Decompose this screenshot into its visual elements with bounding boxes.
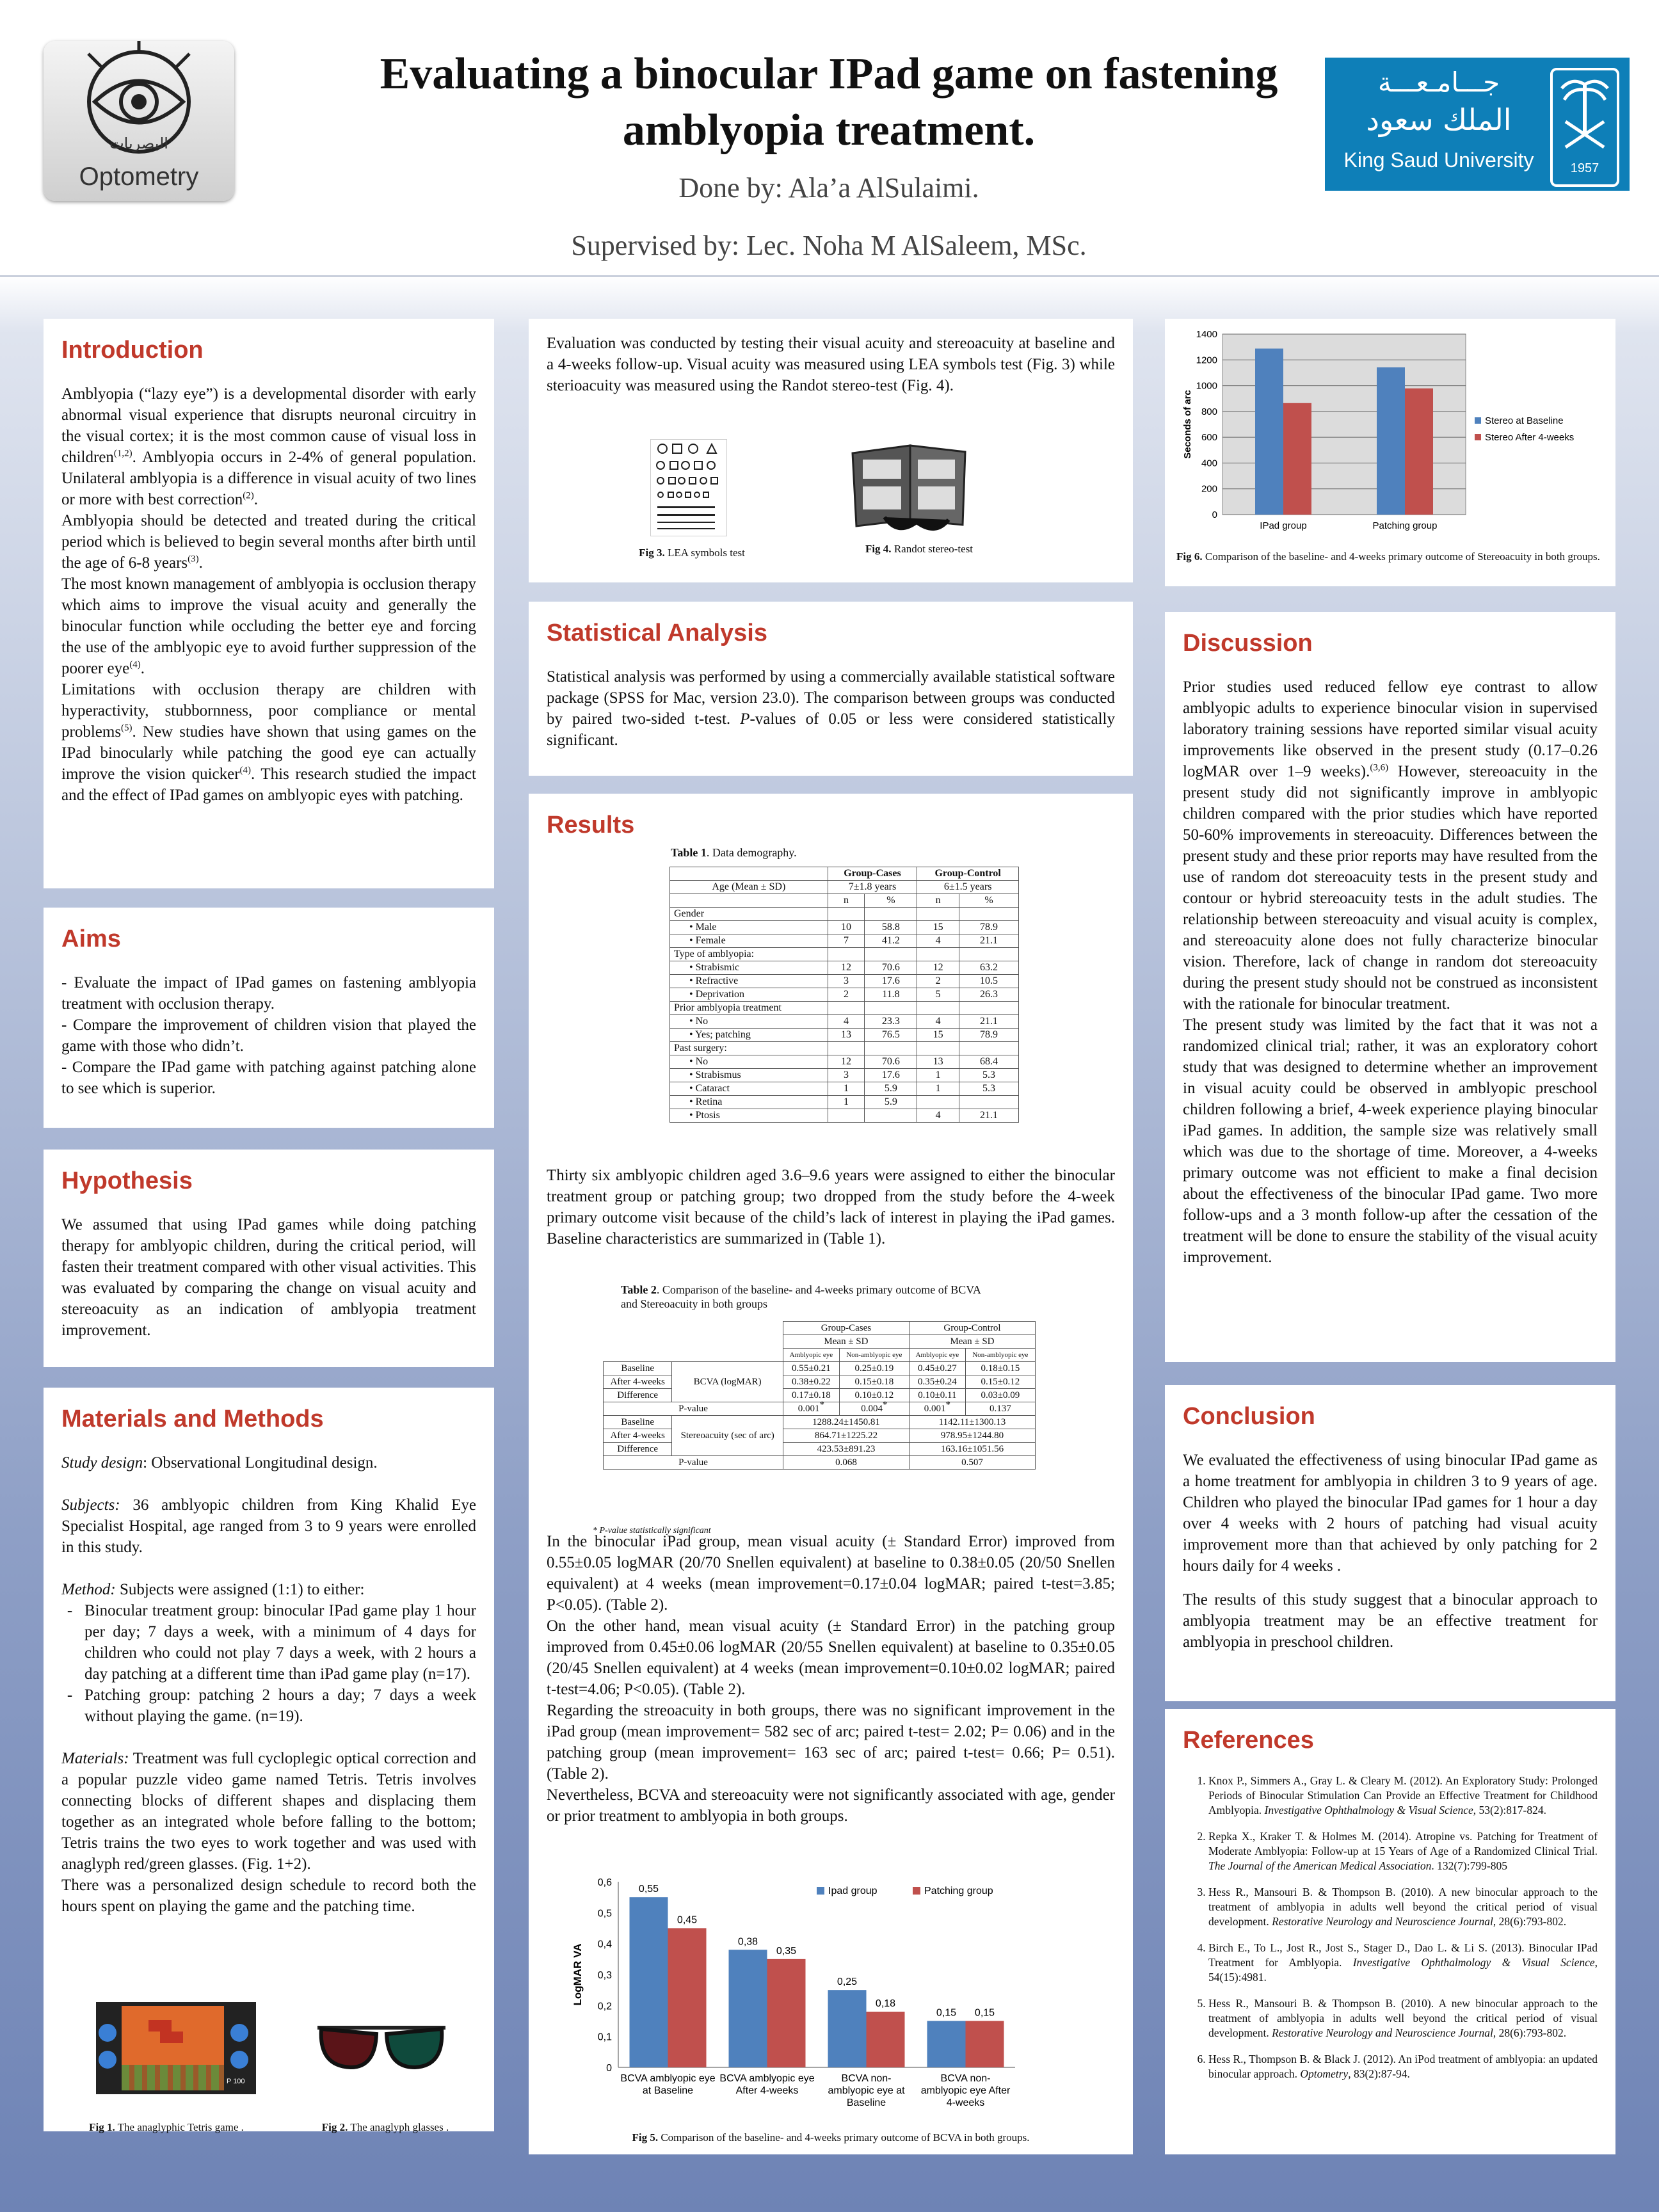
optometry-logo xyxy=(44,41,234,201)
table2-caption: Table 2. Comparison of the baseline- and 4-weeks primary outcome of BCVA and Stereoacuity in both groups xyxy=(621,1283,981,1310)
y-tick-label: 1400 xyxy=(1196,329,1217,340)
aim-item: - Compare the improvement of children vision that played the game with those who didn’t. xyxy=(61,1016,476,1055)
table-row: • Strabismus 3 17.6 1 5.3 xyxy=(670,1069,1019,1082)
bar xyxy=(828,1990,867,2067)
table-row: • Male 10 58.8 15 78.9 xyxy=(670,921,1019,934)
legend-swatch xyxy=(1475,434,1481,440)
results-p1: Thirty six amblyopic children aged 3.6–9.6 years were assigned to either the binocular treatment group or patching group; two dropped from the study before the 4-week primary outcome visit because of the child’s lack of interest in playing the iPad games. Baseline characteristics are summarized in (Table 1). xyxy=(547,1167,1115,1247)
table1-caption: Table 1. Data demography. xyxy=(671,846,797,859)
aims-list xyxy=(61,972,476,1099)
references-title: References xyxy=(1183,1727,1314,1754)
legend-entry: Patching group xyxy=(924,1886,993,1896)
results-body: In the binocular iPad group, mean visual acuity (± Standard Error) improved from 0.55±0.05 logMAR (20/70 Snellen equivalent) at baseline to 0.38±0.05 (20/50 Snellen equivalent) at 4 weeks (mean improvement=0.17±0.04 logMAR; paired t-test=3.85; P<0.05). (Table 2). On the other hand, mean visual acuity (± Standard Error) in the patching group improved from 0.45±0.06 logMAR (20/55 Snellen equivalent) at baseline to 0.35±0.05 (20/45 Snellen equivalent) at 4 weeks (mean improvement=0.10±0.02 logMAR; paired t-test=4.06; P<0.05). (Table 2). Regarding the streoacuity in both groups, there was no significant improvement in the iPad group (mean improvement= 582 sec of arc; paired t-test= 2.02; P= 0.06) and in the patching group (mean improvement= 163 sec of arc; paired t-test= 0.66; P= 0.51). (Table 2). Nevertheless, BCVA and stereoacuity were not significantly associated with age, gender or prior treatment to amblyopia in both groups. xyxy=(547,1533,1115,1825)
fig3-caption: Fig 3. LEA symbols test xyxy=(639,547,745,559)
y-axis-label: LogMAR VA xyxy=(572,1943,584,2006)
reference-item: 2. Repka X., Kraker T. & Holmes M. (2014). Atropine vs. Patching for Treatment of Moderate Amblyopia: Follow-up at 15 Years of Age of a Randomized Clinical Trial. The Journal of the American Medical Association. 132(7):799-805 xyxy=(1208,1829,1598,1873)
fig5-caption: Fig 5. Comparison of the baseline- and 4-weeks primary outcome of BCVA in both groups. xyxy=(632,2131,1030,2144)
bar xyxy=(767,1959,806,2067)
introduction-title: Introduction xyxy=(61,337,204,364)
y-tick-label: 0 xyxy=(606,2063,612,2074)
palm-swords-icon xyxy=(1553,70,1617,160)
anaglyph-glasses-image xyxy=(312,2008,451,2085)
author-line: Done by: Ala’a AlSulaimi. xyxy=(678,172,979,204)
table-row: • Retina 1 5.9 xyxy=(670,1096,1019,1109)
x-tick-label: amblyopic eye at xyxy=(828,2085,905,2096)
title-line-2: amblyopia treatment. xyxy=(622,106,1036,155)
table-row: • Refractive 3 17.6 2 10.5 xyxy=(670,975,1019,988)
x-tick-label: After 4-weeks xyxy=(735,2085,799,2096)
data-label: 0,18 xyxy=(875,1998,896,2009)
hypothesis-text: We assumed that using IPad games while doing patching therapy for amblyopic children, during the critical period, will fasten their treatment compared with other visual activities. This was evaluated by comparing the change on visual acuity and stereoacuity as an indication of amblyopia treatment improvement. xyxy=(61,1216,476,1339)
reference-item: 4. Birch E., To L., Jost R., Jost S., Stager D., Dao L. & Li S. (2013). Binocular IPad Treatment for Amblyopia. Investigative Ophthalmology & Visual Science, 54(15):4981. xyxy=(1208,1941,1598,1985)
y-tick-label: 1000 xyxy=(1196,380,1217,392)
introduction-panel xyxy=(44,319,494,888)
x-tick-label: amblyopic eye After xyxy=(920,2085,1011,2096)
y-tick-label: 0,5 xyxy=(597,1908,612,1919)
randot-stereo-test-image xyxy=(846,440,974,536)
fig4-caption: Fig 4. Randot stereo-test xyxy=(865,543,974,555)
hypothesis-title: Hypothesis xyxy=(61,1167,193,1194)
methods-text: Study design: Observational Longitudinal design. Subjects: 36 amblyopic children from King Khalid Eye Specialist Hospital, age ranged from 3 to 9 years were enrolled in this study. Method: Subjects were assigned (1:1) to either: xyxy=(61,1454,476,1598)
bar xyxy=(1283,403,1311,515)
results-title: Results xyxy=(547,812,635,838)
legend-entry: Stereo at Baseline xyxy=(1485,415,1564,426)
bcva-bar-chart xyxy=(567,1869,1092,2112)
bar xyxy=(1377,367,1405,515)
tetris-board xyxy=(122,2006,224,2090)
table-row: • Deprivation 2 11.8 5 26.3 xyxy=(670,988,1019,1002)
y-tick-label: 0,3 xyxy=(597,1970,612,1981)
y-tick-label: 0 xyxy=(1212,509,1217,520)
rotate-arrow-icon xyxy=(230,2024,248,2042)
demography-table: Group-Cases Group-Control Age (Mean ± SD) 7±1.8 years 6±1.5 years n % n % Gender • Male 10 58.8 15 78.9 • Female 7 41.2 4 21.1 Type of amblyopia: • Strabismic 12 70.6 12 63.2 • Refractive 3 17.6 2 10.5 • Deprivation 2 11.8 5 26.3 Prior amblyopia treatment • No 4 23.3 4 21.1 • Yes; patching 13 76.5 15 78.9 Past surgery: • No 12 70.6 13 68.4 • Strabismus 3 17.6 1 5.3 • Cataract 1 5.9 1 5.3 • Retina 1 5.9 • Ptosis 4 21.1 xyxy=(669,867,1019,1123)
aims-panel xyxy=(44,908,494,1128)
x-tick-label: IPad group xyxy=(1260,520,1307,531)
statistical-analysis-title: Statistical Analysis xyxy=(547,620,767,646)
x-tick-label: BCVA non- xyxy=(841,2073,892,2084)
evaluation-panel xyxy=(529,319,1133,582)
right-arrow-icon xyxy=(230,2051,248,2069)
x-tick-label: BCVA amblyopic eye xyxy=(719,2073,815,2084)
aim-item: - Compare the IPad game with patching against patching alone to see which is superior. xyxy=(61,1059,476,1097)
aim-item: - Evaluate the impact of IPad games on fastening amblyopia treatment with occlusion therapy. xyxy=(61,974,476,1013)
y-tick-label: 600 xyxy=(1201,432,1217,444)
table-row: • Strabismic 12 70.6 12 63.2 xyxy=(670,961,1019,975)
evaluation-text: Evaluation was conducted by testing their visual acuity and stereoacuity at baseline and a 4-weeks follow-up. Visual acuity was measured using LEA symbols test (Fig. 3) while sterioacuity was measured using the Randot stereo-test (Fig. 4). xyxy=(547,335,1115,394)
reference-item: 6. Hess R., Thompson B. & Black J. (2012). An iPod treatment of amblyopia: an updated binocular approach. Optometry, 83(2):87-94. xyxy=(1208,2052,1598,2081)
conclusion-panel xyxy=(1165,1385,1615,1701)
data-label: 0,38 xyxy=(737,1936,758,1948)
ksu-logo-arabic-2: الملك سعود xyxy=(1366,102,1512,137)
discussion-title: Discussion xyxy=(1183,630,1313,657)
hypothesis-panel xyxy=(44,1150,494,1367)
down-arrow-icon xyxy=(99,2051,116,2069)
fig2-caption: Fig 2. The anaglyph glasses . xyxy=(321,2121,449,2133)
title-line-1: Evaluating a binocular IPad game on fastening xyxy=(380,49,1278,99)
stereoacuity-bar-chart xyxy=(1178,325,1607,540)
x-tick-label: BCVA non- xyxy=(940,2073,991,2084)
bar xyxy=(668,1928,707,2068)
introduction-text: Amblyopia (“lazy eye”) is a developmental disorder with early abnormal visual experience that disrupts neuronal circuitry in the visual cortex; it is the most common cause of visual loss in children$^{(1,2)}$. Amblyopia occurs in 2-4% of general population. Unilateral amblyopia is a difference in visual acuity of two lines or more with best correction$^{(2)}$. Amblyopia should be detected and treated during the critical period which is believed to begin several months after birth until the age of 6-8 years$^{(3)}$. The most known management of amblyopia is occlusion therapy which aims to improve the visual acuity and generally the binocular function while occluding the better eye and forcing the use of the amblyopic eye to avoid further suppression of the poorer eye$^{(4)}$. Limitations with occlusion therapy are children with hyperactivity, stubbornness, poor compliance or mental problems$^{(5)}$. New studies have shown that using games on the IPad binocularly while patching the good eye can actually improve the vision quicker$^{(4)}$. This research studied the impact and the effect of IPad games on amblyopic eyes with patching. xyxy=(61,385,476,804)
legend-entry: Ipad group xyxy=(828,1886,878,1896)
reference-item: 5. Hess R., Mansouri B. & Thompson B. (2010). A new binocular approach to the treatment of amblyopia in adults well beyond the critical period of visual development. Restorative Neurology and Neuroscience Journal, 28(6):793-802. xyxy=(1208,1996,1598,2040)
supervisor-line: Supervised by: Lec. Noha M AlSaleem, MSc. xyxy=(571,230,1087,261)
ksu-emblem xyxy=(1550,68,1619,187)
conclusion-p1: We evaluated the effectiveness of using binocular IPad game as a home treatment for amblyopia in children 3 to 9 years of age. Children who played the binocular IPad games for 1 hour a day over 4 weeks with 2 hours of patching had visual acuity improvement more than that achieved by only patching for 2 hours daily for 4 weeks . xyxy=(1183,1452,1598,1575)
ksu-logo-english: King Saud University xyxy=(1343,148,1534,172)
table-row: Past surgery: xyxy=(670,1042,1019,1055)
table-row: • No 4 23.3 4 21.1 xyxy=(670,1015,1019,1029)
results-panel xyxy=(529,794,1133,2154)
x-tick-label: at Baseline xyxy=(642,2085,694,2096)
ksu-logo xyxy=(1311,45,1644,207)
bar xyxy=(927,2021,966,2068)
y-tick-label: 0,2 xyxy=(597,2001,612,2012)
data-label: 0,15 xyxy=(936,2007,957,2019)
y-tick-label: 0,6 xyxy=(597,1877,612,1888)
bcva-stereo-table: Group-Cases Group-Control Mean ± SD Mean ± SD Amblyopic eye Non-amblyopic eye Amblyopic eye Non-amblyopic eye Baseline BCVA (logMAR) 0.55±0.21 0.25±0.19 0.45±0.27 0.18±0.15 After 4-weeks 0.38±0.22 0.15±0.18 0.35±0.24 0.15±0.12 Difference 0.17±0.18 0.10±0.12 0.10±0.11 0.03±0.09 P-value 0.001* 0.004* 0.001* 0.137 Baseline Stereoacuity (sec of arc) 1288.24±1450.81 1142.11±1300.13 After 4-weeks 864.71±1225.22 978.95±1244.80 Difference 423.53±891.23 163.16±1051.56 P-value 0.068 0.507 xyxy=(603,1321,1036,1470)
optometry-logo-text: Optometry xyxy=(79,163,199,191)
data-label: 0,15 xyxy=(974,2007,995,2019)
data-label: 0,25 xyxy=(837,1976,858,1988)
table-row: • Female 7 41.2 4 21.1 xyxy=(670,934,1019,948)
fig6-caption: Fig 6. Comparison of the baseline- and 4-weeks primary outcome of Stereoacuity in both groups. xyxy=(1176,550,1600,563)
methods-title: Materials and Methods xyxy=(61,1406,324,1432)
left-arrow-icon xyxy=(99,2024,116,2042)
bar xyxy=(630,1897,668,2067)
x-tick-label: Patching group xyxy=(1372,520,1438,531)
ksu-logo-arabic-1: جـــامـعـــة xyxy=(1377,67,1500,98)
bar xyxy=(729,1950,767,2067)
data-label: 0,45 xyxy=(677,1914,698,1926)
reference-item: 3. Hess R., Mansouri B. & Thompson B. (2010). A new binocular approach to the treatment of amblyopia in adults well beyond the critical period of visual development. Restorative Neurology and Neuroscience Journal, 28(6):793-802. xyxy=(1208,1885,1598,1929)
optometry-logo-arabic: البصريات xyxy=(109,134,168,152)
poster-title xyxy=(256,46,1402,159)
fig1-caption: Fig 1. The anaglyphic Tetris game . xyxy=(89,2121,244,2133)
lea-symbols-chart-image xyxy=(650,439,727,536)
x-tick-label: 4-weeks xyxy=(946,2097,985,2108)
group-item: - Binocular treatment group: binocular IPad game play 1 hour per day; 7 days a week, with a minimum of 4 days for children who could not play 7 days a week, with 2 hours a day patching at a different time than iPad game play (n=17). xyxy=(84,1600,476,1685)
legend-entry: Stereo After 4-weeks xyxy=(1485,432,1575,443)
fig6-panel xyxy=(1165,319,1615,586)
conclusion-title: Conclusion xyxy=(1183,1403,1315,1430)
table-row: • Ptosis 4 21.1 xyxy=(670,1109,1019,1123)
bar xyxy=(966,2021,1004,2068)
reference-item: 1. Knox P., Simmers A., Gray L. & Cleary M. (2012). An Exploratory Study: Prolonged Periods of Binocular Stimulation Can Provide an Effective Treatment for Childhood Amblyopia. Investigative Ophthalmology & Visual Science, 53(2):817-824. xyxy=(1208,1774,1598,1818)
y-tick-label: 0,1 xyxy=(597,2032,612,2043)
bar xyxy=(867,2012,905,2067)
table-row: • Cataract 1 5.9 1 5.3 xyxy=(670,1082,1019,1096)
y-tick-label: 200 xyxy=(1201,483,1217,495)
y-axis-label: Seconds of arc xyxy=(1182,390,1193,459)
table2-footnote: * P-value statistically significant xyxy=(593,1526,711,1535)
statistical-analysis-panel xyxy=(529,602,1133,776)
data-label: 0,55 xyxy=(638,1884,659,1895)
legend-swatch xyxy=(817,1887,824,1895)
table-row: Prior amblyopia treatment xyxy=(670,1002,1019,1015)
ksu-logo-box xyxy=(1325,58,1630,191)
aims-title: Aims xyxy=(61,926,121,952)
tetris-score: P 100 xyxy=(227,2078,245,2085)
table-row: • Yes; patching 13 76.5 15 78.9 xyxy=(670,1029,1019,1042)
references-panel xyxy=(1165,1709,1615,2154)
discussion-panel xyxy=(1165,612,1615,1362)
bar xyxy=(1405,389,1433,515)
statistical-analysis-text: Statistical analysis was performed by using a commercially available statistical software package (SPSS for Mac, version 23.0). The comparison between groups was conducted by paired two-sided t-test. P-values of 0.05 or less were considered statistically significant. xyxy=(547,668,1115,749)
bar xyxy=(1255,349,1283,515)
legend-swatch xyxy=(913,1887,920,1895)
y-tick-label: 0,4 xyxy=(597,1939,612,1950)
ksu-year: 1957 xyxy=(1570,161,1599,175)
lea-symbols-icon xyxy=(651,440,726,536)
conclusion-p2: The results of this study suggest that a binocular approach to amblyopia treatment may be an effective treatment for amblyopia in preschool children. xyxy=(1183,1591,1598,1651)
x-tick-label: BCVA amblyopic eye xyxy=(620,2073,716,2084)
references-list xyxy=(1183,1774,1598,2081)
y-tick-label: 400 xyxy=(1201,458,1217,469)
x-tick-label: Baseline xyxy=(846,2097,886,2108)
table-row: Type of amblyopia: xyxy=(670,948,1019,961)
y-tick-label: 800 xyxy=(1201,406,1217,417)
table-row: Gender xyxy=(670,908,1019,921)
groups-list xyxy=(61,1600,476,1727)
methods-panel: Materials and Methods Study design: Observational Longitudinal design. Subjects: 36 amblyopic children from King Khalid Eye Specialist Hospital, age ranged from 3 to 9 years were enrolled in this study. Method: Subjects were assigned (1:1) to either: - Binocular treatment group: binocular IPad game play 1 hour per day; 7 days a week, with a minimum of 4 days for children who could not play 7 days a week, with 2 hours a day patching at a different time than iPad game play (n=17). - Patching group: patching 2 hours a day; 7 days a week without playing the game. (n=19). Materials: Treatment was full cycloplegic optical correction and a popular puzzle video game named Tetris. Tetris involves connecting blocks of different shapes and displacing them together as an integrated whole before falling to the bottom; Tetris trains the two eyes to work together and was used with anaglyph red/green glasses. (Fig. 1+2). There was a personalized design schedule to record both the hours spent on playing the game and the patching time. P 100 Fig 1. The anaglyphic Tetris game . Fig 2. The anaglyph glasses . xyxy=(44,1388,494,2131)
group-item: - Patching group: patching 2 hours a day; 7 days a week without playing the game. (n=19). xyxy=(84,1685,476,1727)
y-tick-label: 1200 xyxy=(1196,355,1217,366)
table-row: • No 12 70.6 13 68.4 xyxy=(670,1055,1019,1069)
legend-swatch xyxy=(1475,417,1481,424)
discussion-text: Prior studies used reduced fellow eye contrast to allow amblyopic adults to experience binocular vision in supervised laboratory training sessions have reported similar visual acuity improvements like observed in the present study (0.17–0.26 logMAR over 1–9 weeks).$^{(3,6)}$ However, stereoacuity in the present study did not significantly improve in amblyopic children compared with the prior studies which have reported 50-60% improvements in stereoacuity. Differences between the present study and these prior reports may have resulted from the use of random dot stereoacuity tests in the present study and contour or hybrid stereoacuity tests in the adult studies. The relationship between stereoacuity and visual acuity is complex, and stereoacuity alone does not fully characterize binocular vision. Therefore, lack of change in random dot stereoacuity during the present study should not be construed as inconsistent with the rationale for binocular treatment. The present study was limited by the fact that it was not a randomized clinical trial; rather, it was an exploratory cohort study that was designed to determine whether an improvement in visual acuity could be observed in amblyopic preschool children following a brief, 4-week experience playing binocular iPad games. In addition, the sample size was relatively small which was due to the shortage of time. Moreover, a 4-weeks primary outcome was not efficient to make a final decision about the effectiveness of the binocular IPad game. Two more follow-ups and a 3 month follow-up after the cessation of the treatment will be done to ensure the stability of the visual acuity improvement. xyxy=(1183,678,1598,1266)
data-label: 0,35 xyxy=(776,1945,797,1957)
tetris-game-image xyxy=(96,2002,256,2094)
